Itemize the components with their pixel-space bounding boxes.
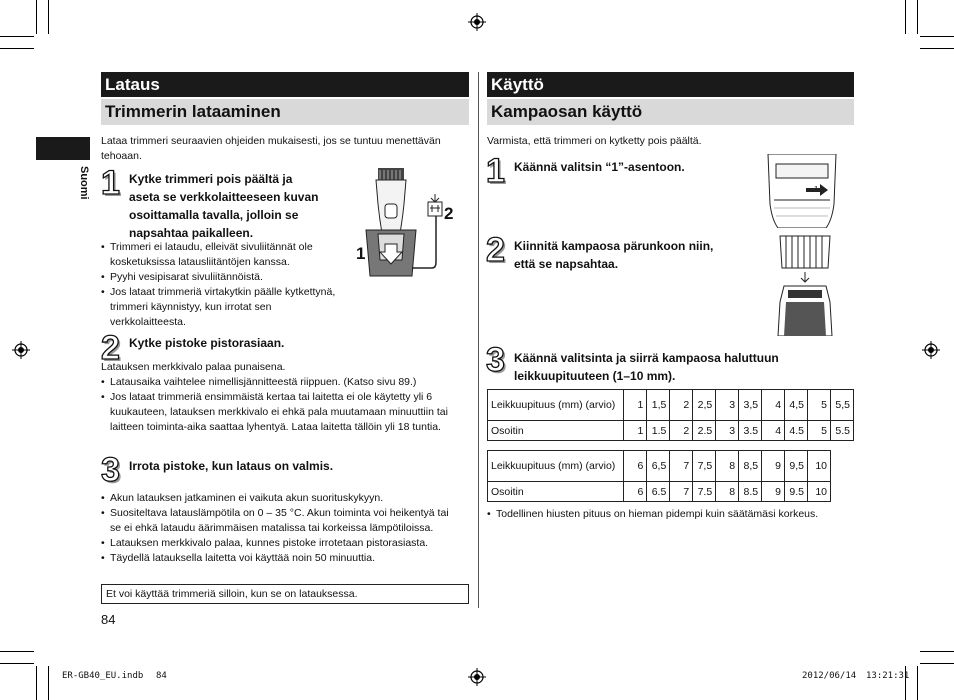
length-table	[487, 450, 831, 502]
table-cell: 8	[716, 451, 739, 482]
table-cell: 8.5	[739, 482, 762, 502]
step-title: Käännä valitsin “1”-asentoon.	[514, 160, 685, 174]
crop-mark	[0, 651, 34, 652]
footer-filename: ER-GB40_EU.indb	[62, 671, 144, 681]
table-cell-label: Osoitin	[488, 421, 624, 441]
bullet-item: • Latausaika vaihtelee nimellisjännitteestä riippuen. (Katso sivu 89.)	[101, 375, 461, 390]
step-title-line: leikkuupituuteen (1–10 mm).	[514, 369, 676, 383]
language-label: Suomi	[78, 166, 90, 200]
figure-label: 2	[444, 204, 454, 223]
table-cell: 2	[670, 390, 693, 421]
step-title-line: että se napsahtaa.	[514, 257, 619, 271]
step-text: Latauksen merkkivalo palaa punaisena.	[101, 361, 286, 373]
bullet-item: • Pyyhi vesipisarat sivuliitännöistä.	[101, 270, 349, 285]
table-cell: 4.5	[785, 421, 808, 441]
table-cell: 10	[807, 482, 830, 502]
table-cell-label: Leikkuupituus (mm) (arvio)	[488, 451, 624, 482]
dial-setting-illustration	[766, 154, 838, 228]
table-cell: 1	[624, 421, 647, 441]
step-number: 2	[486, 231, 505, 269]
table-cell: 1	[624, 390, 647, 421]
table-cell-label: Osoitin	[488, 482, 624, 502]
step-number: 1	[101, 164, 120, 202]
table-cell: 4	[762, 390, 785, 421]
step-title: Irrota pistoke, kun lataus on valmis.	[129, 459, 334, 473]
section-header-kaytto: Käyttö	[487, 72, 854, 97]
table-row	[488, 390, 854, 421]
bullet-item: • Trimmeri ei lataudu, elleivät sivuliitännät ole kosketuksissa latausliitäntöjen kanssa.	[101, 240, 349, 270]
table-cell: 9,5	[785, 451, 808, 482]
page-number: 84	[101, 612, 116, 627]
step-title-line: aseta se verkkolaitteeseen kuvan	[129, 190, 319, 204]
table-cell: 7.5	[693, 482, 716, 502]
table-cell: 7	[670, 451, 693, 482]
crop-mark	[920, 48, 954, 49]
table-cell: 7	[670, 482, 693, 502]
table-row	[488, 421, 854, 441]
bullet-item: • Suositeltava latauslämpötila on 0 – 35 °C. Akun toiminta voi heikentyä tai se ei ehkä lataudu äärimmäisen matalissa tai korkeissa lämpötiloissa.	[101, 506, 461, 536]
subheader-trimmerin-lataaminen: Trimmerin lataaminen	[101, 99, 469, 125]
crop-mark	[920, 36, 954, 37]
step-number: 3	[486, 341, 505, 379]
crop-mark	[36, 666, 37, 700]
trimmer-charging-illustration	[352, 164, 462, 284]
column-divider	[478, 72, 479, 608]
footer-date: 2012/06/14	[802, 671, 857, 681]
table-cell: 3.5	[739, 421, 762, 441]
table-cell: 9	[762, 451, 785, 482]
step-title	[514, 237, 764, 273]
table-cell: 5,5	[830, 390, 853, 421]
crop-mark	[48, 666, 49, 700]
step-bullets	[101, 491, 461, 566]
table-cell: 9.5	[785, 482, 808, 502]
table-cell: 3	[716, 390, 739, 421]
table-cell: 4	[762, 421, 785, 441]
bullet-item: • Jos lataat trimmeriä virtakytkin päälle kytkettynä, trimmeri käynnistyy, kun irrotat sen verkkolaitteesta.	[101, 285, 349, 330]
table-row	[488, 482, 831, 502]
table-row	[488, 451, 831, 482]
table-cell: 5	[808, 390, 831, 421]
table-cell: 3,5	[739, 390, 762, 421]
table-cell: 3	[716, 421, 739, 441]
table-cell: 8	[716, 482, 739, 502]
table-cell: 2.5	[693, 421, 716, 441]
table-cell: 1,5	[647, 390, 670, 421]
step-title-line: napsahtaa paikalleen.	[129, 226, 254, 240]
table-cell: 7,5	[693, 451, 716, 482]
table-cell: 6	[624, 451, 647, 482]
table-cell: 9	[762, 482, 785, 502]
table-cell: 2,5	[693, 390, 716, 421]
step-title	[514, 349, 844, 385]
bullet-item: • Jos lataat trimmeriä ensimmäistä kertaa tai laitetta ei ole käytetty yli 6 kuukauteen, latauksen merkkivalo ei ehkä pala muutamaan minuuttiin tai laitteen toiminta-aika saattaa lyhentyä. Lataa laitetta tällöin yli 18 tuntia.	[101, 390, 461, 435]
registration-mark-icon	[468, 668, 486, 686]
table-cell: 5	[808, 421, 831, 441]
step-title-line: Käännä valitsinta ja siirrä kampaosa haluttuun	[514, 351, 779, 365]
language-tab	[36, 137, 90, 160]
crop-mark	[917, 0, 918, 34]
crop-mark	[0, 663, 34, 664]
crop-mark	[0, 36, 34, 37]
crop-mark	[920, 651, 954, 652]
step-title-line: Kytke trimmeri pois päältä ja	[129, 172, 293, 186]
length-table	[487, 389, 854, 441]
bullet-item: • Todellinen hiusten pituus on hieman pidempi kuin säätämäsi korkeus.	[487, 507, 854, 522]
bullet-item: • Latauksen merkkivalo palaa, kunnes pistoke irrotetaan pistorasiasta.	[101, 536, 461, 551]
crop-mark	[48, 0, 49, 34]
table-cell: 5.5	[830, 421, 853, 441]
table-cell: 4,5	[785, 390, 808, 421]
crop-mark	[36, 0, 37, 34]
figure-label: 1	[356, 244, 366, 263]
step-title-line: Kiinnitä kampaosa pärunkoon niin,	[514, 239, 714, 253]
crop-mark	[905, 0, 906, 34]
step-bullets	[101, 375, 461, 435]
registration-mark-icon	[468, 13, 486, 31]
crop-mark	[0, 48, 34, 49]
note-box: Et voi käyttää trimmeriä silloin, kun se on latauksessa.	[101, 584, 469, 604]
footer-page: 84	[156, 671, 167, 681]
table-cell: 10	[807, 451, 830, 482]
intro-text: Lataa trimmeri seuraavien ohjeiden mukaisesti, jos se tuntuu menettävän tehoaan.	[101, 135, 441, 162]
table-cell: 6,5	[647, 451, 670, 482]
bullet-item: • Akun latauksen jatkaminen ei vaikuta akun suorituskykyyn.	[101, 491, 461, 506]
subheader-kampaosan-kaytto: Kampaosan käyttö	[487, 99, 854, 125]
table-cell-label: Leikkuupituus (mm) (arvio)	[488, 390, 624, 421]
footer-time: 13:21:31	[866, 671, 910, 681]
table-cell: 8,5	[739, 451, 762, 482]
step-bullets	[101, 240, 349, 330]
table-cell: 6	[624, 482, 647, 502]
step-number: 1	[486, 152, 505, 190]
crop-mark	[920, 663, 954, 664]
table-cell: 1.5	[647, 421, 670, 441]
footnote	[487, 507, 854, 522]
comb-attach-illustration	[772, 232, 838, 336]
table-cell: 2	[670, 421, 693, 441]
section-header-lataus: Lataus	[101, 72, 469, 97]
intro-text: Varmista, että trimmeri on kytketty pois päältä.	[487, 135, 702, 147]
step-title	[129, 170, 354, 242]
step-number: 3	[101, 451, 120, 489]
registration-mark-icon	[12, 341, 30, 359]
crop-mark	[917, 666, 918, 700]
table-cell: 6.5	[647, 482, 670, 502]
step-number: 2	[101, 329, 120, 367]
registration-mark-icon	[922, 341, 940, 359]
step-title: Kytke pistoke pistorasiaan.	[129, 336, 285, 350]
bullet-item: • Täydellä latauksella laitetta voi käyttää noin 50 minuuttia.	[101, 551, 461, 566]
step-title-line: osoittamalla tavalla, jolloin se	[129, 208, 299, 222]
